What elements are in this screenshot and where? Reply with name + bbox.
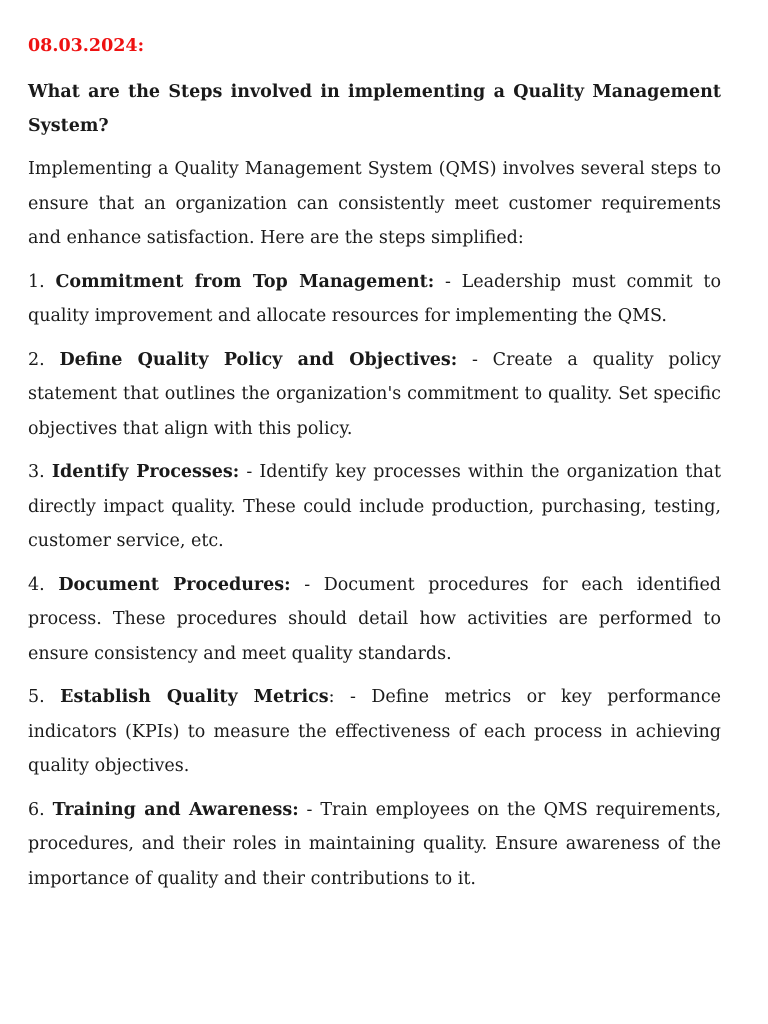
step-number: 1. [28,271,56,292]
step-title: Training and Awareness: [52,799,299,820]
step-number: 4. [28,574,59,595]
step-text: - Leadership must commit to quality improvement and allocate resources for implementing the QMS. [28,271,721,326]
step-title: Commitment from Top Management: [55,271,435,292]
step-title: Identify Processes: [51,462,240,482]
step-title: Document Procedures: [58,574,291,595]
step-number: 2. [28,349,60,370]
question-heading: What are the Steps involved in implementing a Quality Management System? [28,82,721,136]
step-item [28,680,721,784]
step-number: 5. [28,687,61,707]
step-item [28,455,721,559]
step-title-suffix: : [328,687,335,707]
step-item [28,568,721,672]
document-date: 08.03.2024: [28,36,145,56]
step-title: Establish Quality Metrics [60,687,329,707]
step-number: 3. [28,462,52,482]
step-title: Define Quality Policy and Objectives: [59,349,458,370]
step-number: 6. [28,799,53,820]
step-item [28,793,721,897]
intro-paragraph: Implementing a Quality Management System (QMS) involves several steps to ensure that an organization can consistently meet customer requirements and enhance satisfaction. Here are the steps simplified: [28,159,721,248]
step-text: - Document procedures for each identified process. These procedures should detail how activities are performed to ensure consistency and meet quality standards. [28,574,722,664]
step-text: - Define metrics or key performance indicators (KPIs) to measure the effectiveness of each process in achieving quality objectives. [28,687,721,776]
step-text: - Identify key processes within the organization that directly impact quality. These could include production, purchasing, testing, customer service, etc. [28,462,722,551]
step-text: - Train employees on the QMS requirements, procedures, and their roles in maintaining quality. Ensure awareness of the importance of quality and their contributions to it. [28,799,722,889]
step-item [28,343,721,447]
step-text: - Create a quality policy statement that outlines the organization's commitment to quality. Set specific objectives that align with this policy. [28,349,722,439]
step-item [28,265,721,334]
